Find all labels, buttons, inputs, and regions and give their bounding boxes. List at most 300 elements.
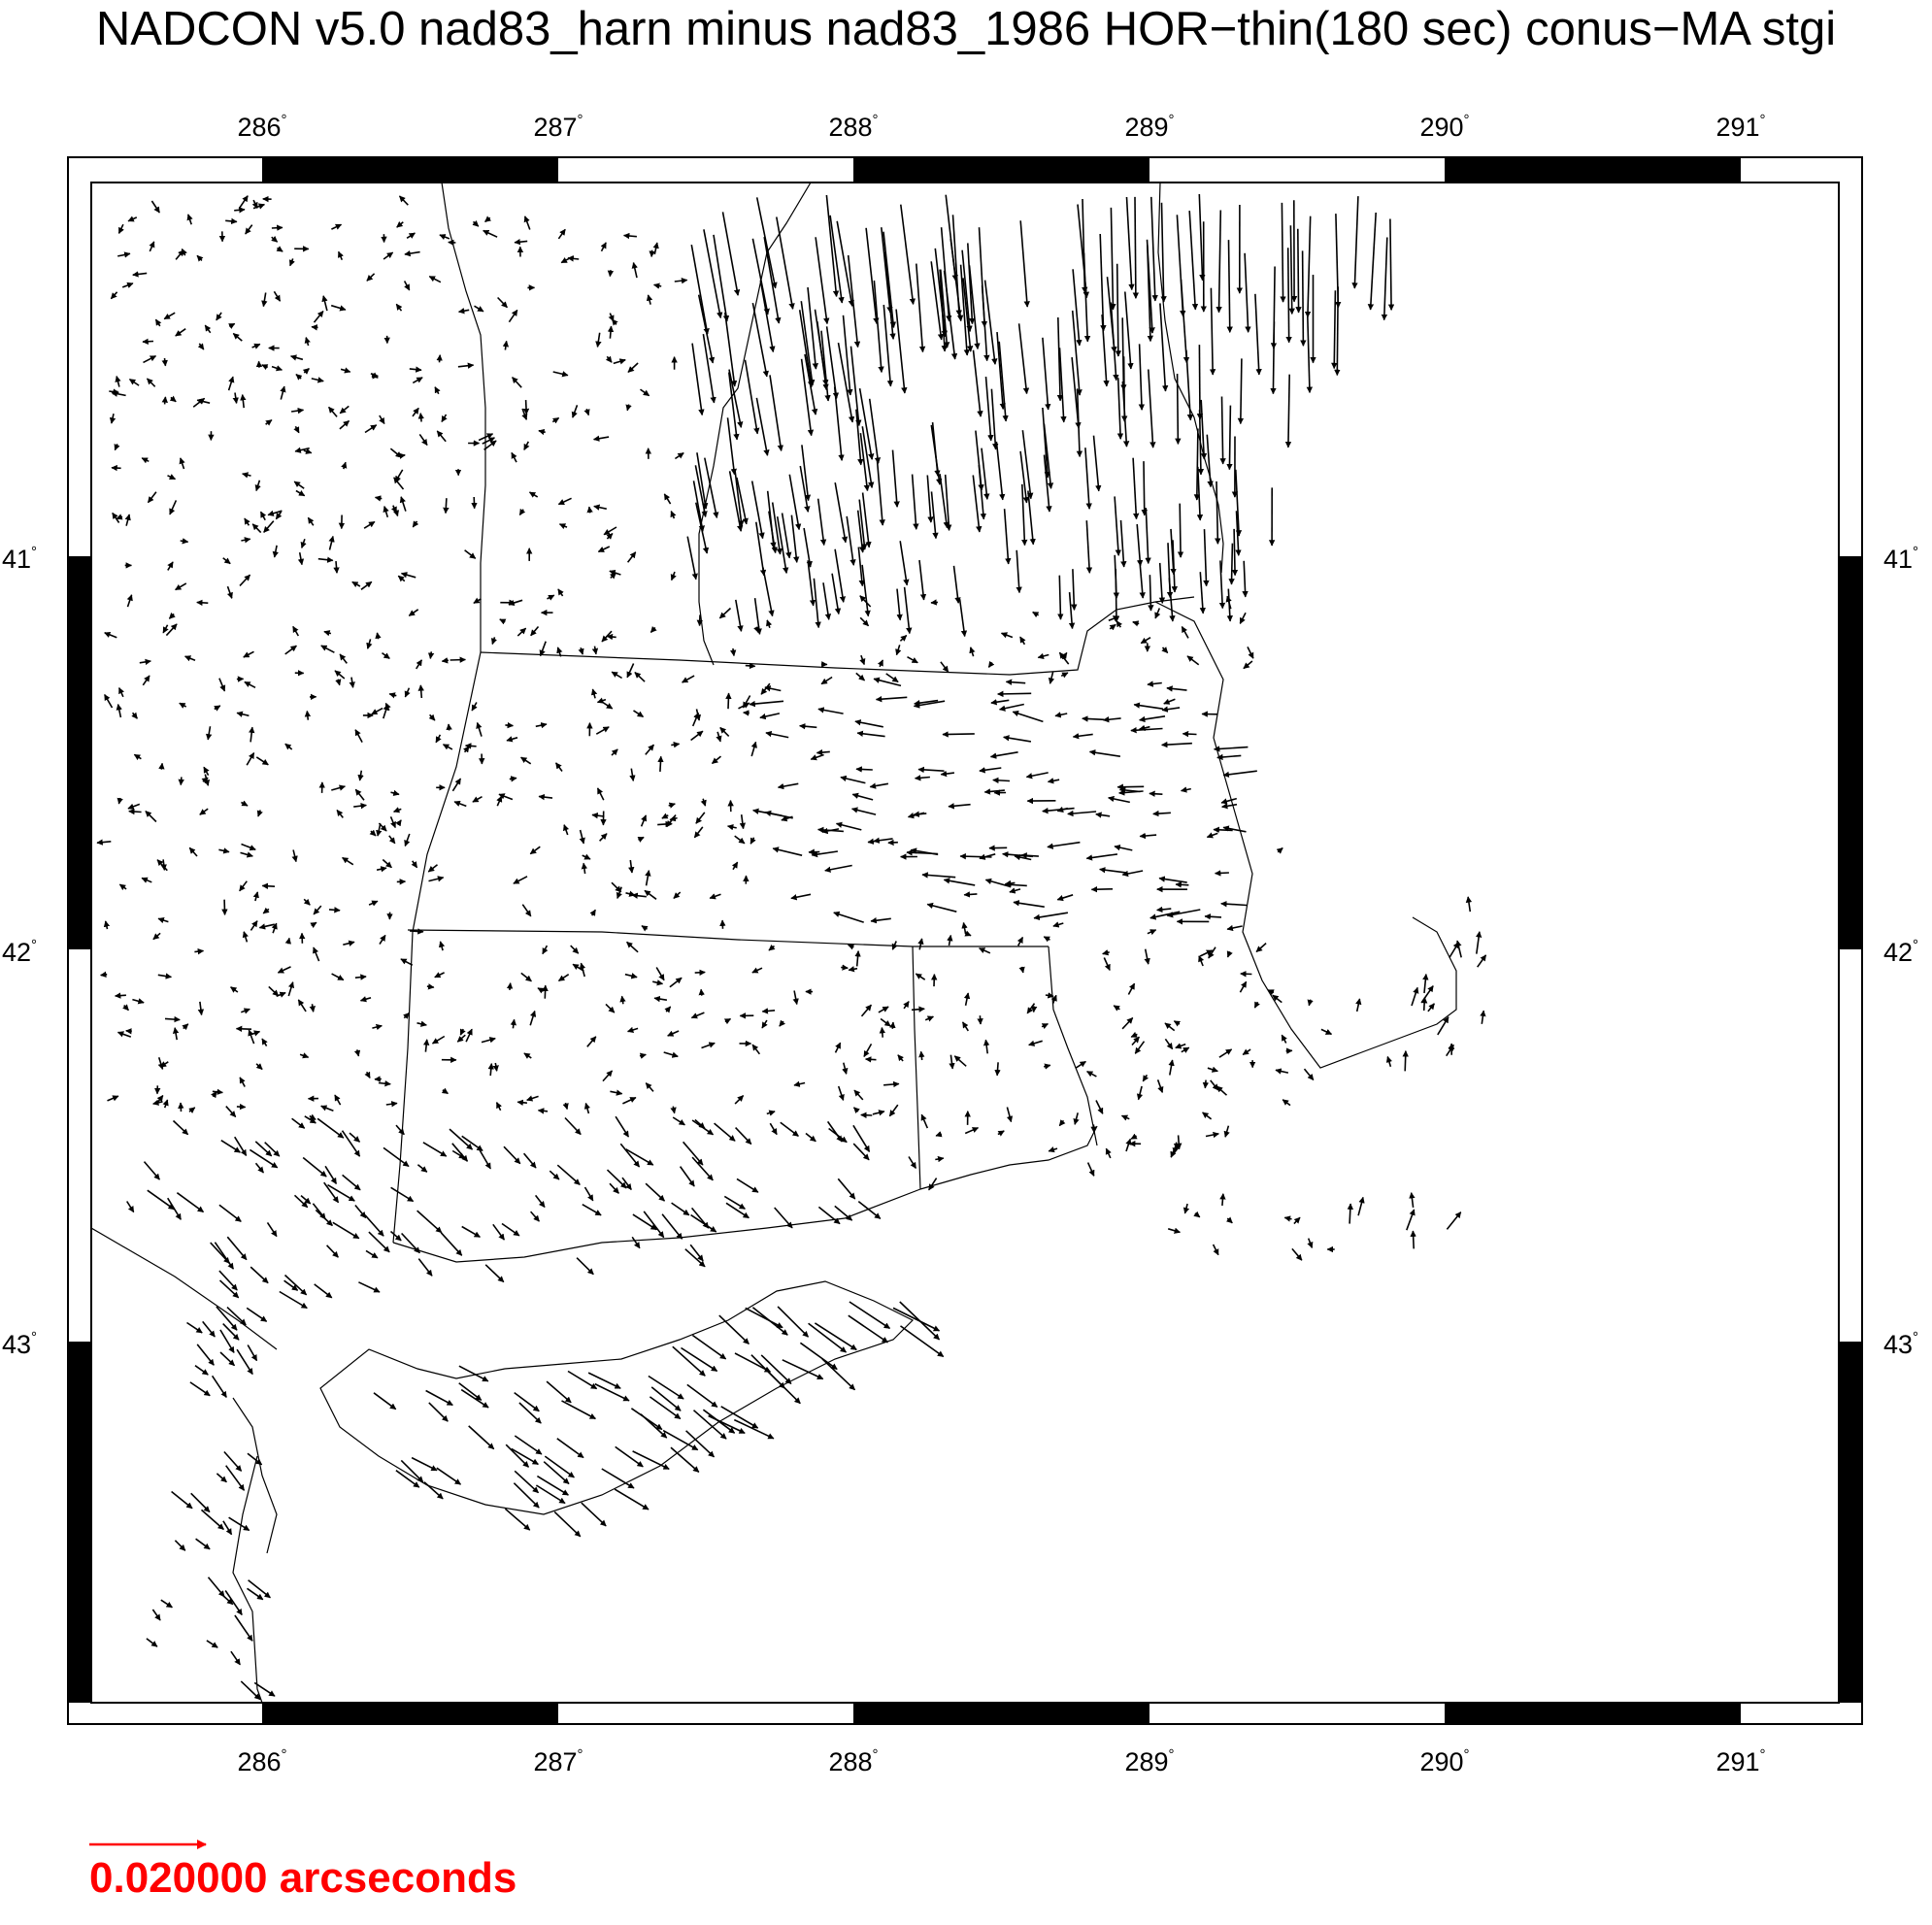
shift-vector-arrow [176, 583, 186, 590]
shift-vector-arrow [315, 1284, 332, 1298]
shift-vector-arrow [1256, 944, 1266, 952]
shift-vector-arrow [852, 809, 877, 814]
shift-vector-arrow [1284, 1217, 1291, 1219]
shift-vector-arrow [901, 205, 914, 305]
shift-vector-arrow [181, 777, 182, 784]
shift-vector-arrow [1387, 1057, 1390, 1067]
shift-vector-arrow [1358, 1197, 1363, 1215]
shift-vector-arrow [1151, 197, 1155, 301]
shift-vector-arrow [921, 1114, 927, 1128]
shift-vector-arrow [433, 1037, 445, 1044]
shift-vector-arrow [736, 1128, 751, 1145]
shift-vector-arrow [562, 1401, 596, 1419]
shift-vector-arrow [849, 969, 857, 971]
shift-vector-arrow [691, 1012, 704, 1017]
shift-vector-arrow [644, 1211, 664, 1238]
shift-vector-arrow [424, 1482, 443, 1499]
shift-vector-arrow [673, 1346, 706, 1376]
shift-vector-arrow [419, 434, 427, 445]
shift-vector-arrow [361, 581, 372, 589]
shift-vector-arrow [435, 387, 439, 394]
shift-vector-arrow [1005, 509, 1009, 564]
shift-vector-arrow [1133, 458, 1136, 519]
shift-vector-arrow [170, 500, 177, 514]
shift-vector-arrow [1010, 889, 1020, 892]
shift-vector-arrow [428, 865, 437, 872]
shift-vector-arrow [662, 815, 668, 818]
shift-vector-arrow [980, 948, 990, 953]
shift-vector-arrow [645, 890, 656, 899]
shift-vector-arrow [1148, 683, 1162, 685]
shift-vector-arrow [1308, 216, 1311, 317]
shift-vector-arrow [673, 1107, 674, 1113]
shift-vector-arrow [1182, 627, 1188, 639]
shift-vector-arrow [1104, 958, 1110, 971]
shift-vector-arrow [514, 1483, 539, 1508]
shift-vector-arrow [530, 846, 540, 853]
shift-vector-arrow [159, 1057, 163, 1069]
shift-vector-arrow [1144, 461, 1145, 515]
shift-vector-arrow [554, 1511, 581, 1536]
bottom-border-segment [1445, 1703, 1741, 1724]
shift-vector-arrow [143, 342, 153, 343]
shift-vector-arrow [692, 1336, 725, 1359]
shift-vector-arrow [365, 1215, 383, 1237]
shift-vector-arrow [472, 703, 477, 712]
shift-vector-arrow [245, 518, 250, 525]
shift-vector-arrow [1371, 213, 1377, 310]
shift-vector-arrow [991, 389, 995, 449]
shift-vector-arrow [916, 974, 924, 979]
shift-vector-arrow [312, 327, 318, 328]
shift-vector-arrow [171, 397, 176, 401]
shift-vector-arrow [746, 1308, 783, 1327]
shift-vector-arrow [596, 727, 609, 734]
shift-vector-arrow [1421, 986, 1433, 1003]
shift-vector-arrow [593, 689, 596, 698]
shift-vector-arrow [312, 922, 316, 925]
shift-vector-arrow [331, 786, 345, 790]
shift-vector-arrow [165, 397, 166, 405]
shift-vector-arrow [290, 258, 293, 265]
shift-vector-arrow [504, 1146, 520, 1164]
shift-vector-arrow [1227, 926, 1242, 929]
shift-vector-arrow [991, 700, 1009, 703]
map-frame [2, 112, 1918, 1776]
shift-vector-arrow [355, 730, 362, 743]
shift-vector-arrow [1428, 1004, 1435, 1012]
shift-vector-arrow [147, 1639, 157, 1646]
lat-tick-label-right: 43° [1883, 1329, 1919, 1359]
shift-vector-arrow [244, 932, 247, 943]
shift-vector-arrow [372, 1026, 382, 1029]
shift-vector-arrow [966, 993, 969, 1006]
shift-vector-arrow [749, 701, 783, 704]
shift-vector-arrow [704, 229, 720, 317]
shift-vector-arrow [384, 507, 387, 517]
shift-vector-arrow [248, 1345, 256, 1361]
shift-vector-arrow [509, 310, 516, 321]
shift-vector-arrow [298, 1000, 306, 1012]
shift-vector-arrow [897, 589, 900, 620]
shift-vector-arrow [126, 1031, 132, 1032]
shift-vector-arrow [778, 1307, 808, 1337]
shift-vector-arrow [458, 365, 474, 367]
shift-vector-arrow [397, 222, 404, 227]
shift-vector-arrow [1309, 1000, 1311, 1006]
shift-vector-arrow [545, 985, 546, 998]
shift-vector-arrow [844, 1063, 847, 1075]
shift-vector-arrow [1091, 889, 1113, 890]
shift-vector-arrow [188, 215, 191, 224]
shift-vector-arrow [521, 757, 531, 764]
shift-vector-arrow [1026, 773, 1048, 778]
shift-vector-arrow [649, 1377, 683, 1400]
shift-vector-arrow [1044, 937, 1049, 940]
shift-vector-arrow [904, 1002, 909, 1009]
shift-vector-arrow [153, 933, 160, 939]
shift-vector-arrow [449, 724, 450, 730]
shift-vector-arrow [1214, 830, 1233, 831]
shift-vector-arrow [1140, 716, 1165, 720]
shift-vector-arrow [133, 273, 147, 275]
shift-vector-arrow [936, 1134, 942, 1136]
shift-vector-arrow [1086, 520, 1089, 573]
shift-vector-arrow [1225, 1126, 1228, 1138]
shift-vector-arrow [412, 1458, 437, 1471]
shift-vector-arrow [340, 421, 350, 429]
shift-vector-arrow [612, 749, 617, 755]
shift-vector-arrow [585, 1104, 588, 1114]
shift-vector-arrow [705, 458, 717, 518]
shift-vector-arrow [1094, 436, 1099, 491]
shift-vector-arrow [264, 521, 274, 533]
shift-vector-arrow [1122, 1115, 1130, 1118]
shift-vector-arrow [536, 724, 547, 726]
shift-vector-arrow [249, 1030, 253, 1044]
shift-vector-arrow [893, 450, 898, 508]
shift-vector-arrow [293, 626, 299, 636]
map-title: NADCON v5.0 nad83_harn minus nad83_1986 HOR−thin(180 sec) conus−MA stgi [95, 3, 1837, 55]
shift-vector-arrow [1029, 1041, 1043, 1045]
shift-vector-arrow [459, 1366, 488, 1381]
shift-vector-arrow [935, 1158, 944, 1159]
shift-vector-arrow [1208, 1068, 1217, 1071]
shift-vector-arrow [610, 326, 611, 339]
shift-vector-arrow [340, 654, 347, 663]
shift-vector-arrow [1244, 561, 1246, 597]
shift-vector-arrow [302, 539, 305, 548]
shift-vector-arrow [728, 693, 729, 709]
shift-vector-arrow [425, 1040, 426, 1052]
shift-vector-arrow [1303, 250, 1304, 346]
shift-vector-arrow [240, 881, 248, 891]
shift-vector-arrow [536, 1195, 545, 1207]
shift-vector-arrow [224, 1452, 242, 1472]
shift-vector-arrow [224, 900, 225, 915]
shift-vector-arrow [900, 541, 907, 584]
shift-vector-arrow [672, 572, 675, 581]
shift-vector-arrow [466, 746, 477, 747]
nj-coast [233, 1456, 262, 1703]
shift-vector-arrow [1022, 430, 1031, 498]
shift-vector-arrow [767, 620, 770, 628]
shift-vector-arrow [367, 1072, 370, 1078]
shift-vector-arrow [524, 442, 528, 450]
shift-vector-arrow [1478, 955, 1486, 967]
shift-vector-arrow [858, 511, 863, 552]
shift-vector-arrow [205, 325, 210, 333]
shift-vector-arrow [809, 1323, 847, 1352]
shift-vector-arrow [1334, 290, 1335, 368]
shift-vector-arrow [963, 1022, 969, 1031]
shift-vector-arrow [389, 694, 396, 696]
shift-vector-arrow [1278, 848, 1282, 852]
shift-vector-arrow [751, 1355, 784, 1388]
shift-vector-arrow [247, 753, 253, 766]
shift-vector-arrow [1309, 1239, 1313, 1248]
shift-vector-arrow [318, 559, 333, 561]
shift-vector-arrow [1205, 916, 1221, 917]
shift-vector-arrow [671, 512, 674, 519]
top-border-segment [853, 157, 1149, 183]
shift-vector-arrow [1413, 1231, 1414, 1248]
shift-vector-arrow [417, 1165, 426, 1173]
shift-vector-arrow [288, 938, 289, 944]
shift-vector-arrow [109, 391, 118, 392]
shift-vector-arrow [1282, 1100, 1290, 1106]
shift-vector-arrow [304, 450, 312, 453]
shift-vector-arrow [402, 574, 416, 578]
shift-vector-arrow [355, 977, 366, 978]
shift-vector-arrow [1111, 303, 1116, 381]
shift-vector-arrow [1203, 1112, 1212, 1119]
shift-vector-arrow [1117, 786, 1144, 787]
lat-tick-label-right: 42° [1883, 937, 1919, 967]
shift-vector-arrow [886, 674, 898, 682]
shift-vector-arrow [177, 1193, 203, 1212]
shift-vector-arrow [519, 510, 523, 515]
shift-vector-arrow [485, 217, 490, 221]
shift-vector-arrow [789, 475, 799, 530]
shift-vector-arrow [430, 714, 435, 720]
shift-vector-arrow [941, 773, 954, 775]
shift-vector-arrow [998, 1131, 1004, 1135]
shift-vector-arrow [262, 885, 275, 886]
shift-vector-arrow [330, 537, 334, 550]
shift-vector-arrow [882, 1028, 883, 1038]
shift-vector-arrow [430, 651, 431, 658]
shift-vector-arrow [304, 899, 310, 905]
shift-vector-arrow [152, 1610, 160, 1620]
shift-vector-arrow [742, 814, 744, 829]
shift-vector-arrow [256, 757, 268, 765]
shift-vector-arrow [317, 1118, 344, 1138]
shift-vector-arrow [877, 459, 883, 525]
shift-vector-arrow [391, 1232, 402, 1241]
shift-vector-arrow [681, 1167, 695, 1186]
shift-vector-arrow [767, 1112, 775, 1114]
shift-vector-arrow [252, 524, 261, 533]
shift-vector-arrow [998, 693, 1032, 694]
shift-vector-arrow [720, 728, 729, 737]
shift-vector-arrow [1182, 789, 1191, 791]
shift-vector-arrow [769, 946, 775, 951]
top-border-segment [1445, 157, 1741, 183]
shift-vector-arrow [723, 212, 739, 295]
shift-vector-arrow [996, 442, 1002, 500]
shift-vector-arrow [640, 1054, 646, 1056]
shift-vector-arrow [405, 834, 410, 846]
shift-vector-arrow [888, 843, 898, 844]
shift-vector-arrow [502, 1224, 519, 1236]
shift-vector-arrow [835, 482, 846, 543]
shift-vector-arrow [327, 1245, 339, 1257]
shift-vector-arrow [1407, 1210, 1415, 1230]
shift-vector-arrow [324, 1182, 339, 1203]
shift-vector-arrow [128, 804, 140, 809]
shift-vector-arrow [243, 474, 251, 476]
shift-vector-arrow [589, 507, 590, 513]
shift-vector-arrow [293, 850, 296, 862]
shift-vector-arrow [266, 420, 272, 425]
shift-vector-arrow [980, 227, 985, 327]
shift-vector-arrow [756, 627, 758, 633]
shift-vector-arrow [1163, 647, 1168, 653]
shift-vector-arrow [856, 673, 865, 680]
ct-coast [393, 1189, 920, 1262]
shift-vector-arrow [557, 1439, 583, 1458]
shift-vector-arrow [285, 744, 292, 749]
shift-vector-arrow [773, 848, 802, 855]
shift-vector-arrow [259, 924, 274, 928]
shift-vector-arrow [402, 1234, 420, 1253]
shift-vector-arrow [908, 657, 918, 663]
shift-vector-arrow [358, 1282, 380, 1292]
shift-vector-arrow [753, 811, 782, 816]
shift-vector-arrow [360, 771, 362, 780]
shift-vector-arrow [307, 712, 308, 720]
shift-vector-arrow [443, 1090, 449, 1094]
shift-vector-arrow [547, 1381, 571, 1403]
shift-vector-arrow [581, 647, 583, 654]
scale-label: 0.020000 arcseconds [89, 1854, 517, 1902]
shift-vector-arrow [1114, 1006, 1119, 1010]
shift-vector-arrow [1022, 967, 1023, 973]
shift-vector-arrow [762, 1020, 767, 1028]
shift-vector-arrow [724, 1196, 745, 1209]
shift-vector-arrow [444, 745, 452, 749]
shift-vector-arrow [461, 1390, 488, 1408]
shift-vector-arrow [922, 875, 955, 878]
shift-vector-arrow [151, 201, 159, 213]
shift-vector-arrow [389, 836, 395, 844]
shift-vector-arrow [1038, 655, 1049, 658]
shift-vector-arrow [791, 515, 796, 563]
shift-vector-arrow [866, 1059, 877, 1060]
shift-vector-arrow [960, 599, 965, 636]
shift-vector-arrow [296, 491, 305, 496]
shift-vector-arrow [220, 1352, 235, 1366]
shift-vector-arrow [622, 1098, 636, 1104]
shift-vector-arrow [507, 738, 517, 741]
lat-tick-label-right: 41° [1883, 544, 1919, 574]
shift-vector-arrow [835, 549, 844, 603]
shift-vector-arrow [965, 1128, 978, 1134]
shift-vector-arrow [874, 281, 882, 372]
shift-vector-arrow [674, 892, 681, 898]
shift-vector-arrow [383, 705, 388, 718]
shift-vector-arrow [746, 666, 755, 667]
shift-vector-arrow [702, 1044, 716, 1048]
shift-vector-arrow [1174, 1021, 1180, 1024]
shift-vector-arrow [582, 1503, 606, 1526]
shift-vector-arrow [1155, 609, 1159, 618]
shift-vector-arrow [1189, 211, 1195, 310]
vt-nh-border [699, 183, 811, 665]
shift-vector-arrow [709, 1416, 746, 1434]
shift-vector-arrow [1115, 846, 1132, 850]
shift-vector-arrow [329, 407, 338, 416]
shift-vector-arrow [1255, 294, 1259, 375]
shift-vector-arrow [765, 687, 781, 691]
shift-vector-arrow [768, 491, 774, 548]
shift-vector-arrow [255, 1142, 271, 1156]
shift-vector-arrow [252, 345, 260, 348]
shift-vector-arrow [383, 252, 393, 259]
shift-vector-arrow [733, 648, 734, 656]
shift-vector-arrow [531, 1211, 540, 1221]
shift-vector-arrow [984, 790, 1005, 792]
shift-vector-arrow [149, 492, 156, 503]
shift-vector-arrow [441, 942, 444, 950]
shift-vector-arrow [190, 1382, 210, 1396]
shift-vector-arrow [625, 975, 637, 978]
lon-tick-label-bottom: 288° [828, 1746, 879, 1776]
shift-vector-arrow [1182, 1047, 1189, 1052]
shift-vector-arrow [1219, 1049, 1232, 1057]
shift-vector-arrow [606, 1004, 615, 1012]
shift-vector-arrow [262, 1039, 267, 1046]
shift-vector-arrow [1292, 1248, 1302, 1260]
shift-vector-arrow [165, 358, 166, 366]
shift-vector-arrow [592, 814, 604, 816]
shift-vector-arrow [165, 1018, 180, 1019]
shift-vector-arrow [250, 1267, 268, 1283]
ny-nj-border [91, 1228, 277, 1349]
shift-vector-arrow [168, 562, 173, 571]
shift-vector-arrow [312, 379, 323, 382]
shift-vector-arrow [140, 661, 151, 663]
ny-vt-border [442, 183, 485, 652]
shift-vector-arrow [837, 221, 852, 306]
shift-vector-arrow [583, 863, 585, 874]
shift-vector-arrow [907, 852, 938, 853]
shift-vector-arrow [1086, 854, 1117, 858]
shift-vector-arrow [352, 581, 360, 586]
shift-vector-arrow [1199, 194, 1202, 281]
shift-vector-arrow [925, 1016, 933, 1019]
shift-vector-arrow [1288, 248, 1289, 342]
shift-vector-arrow [1159, 879, 1187, 882]
shift-vector-arrow [514, 877, 527, 883]
shift-vector-arrow [728, 826, 737, 828]
shift-vector-arrow [719, 1315, 749, 1344]
shift-vector-arrow [633, 1451, 670, 1469]
shift-vector-arrow [1176, 884, 1188, 885]
shift-vector-arrow [376, 497, 383, 498]
shift-vector-arrow [1088, 1163, 1094, 1177]
